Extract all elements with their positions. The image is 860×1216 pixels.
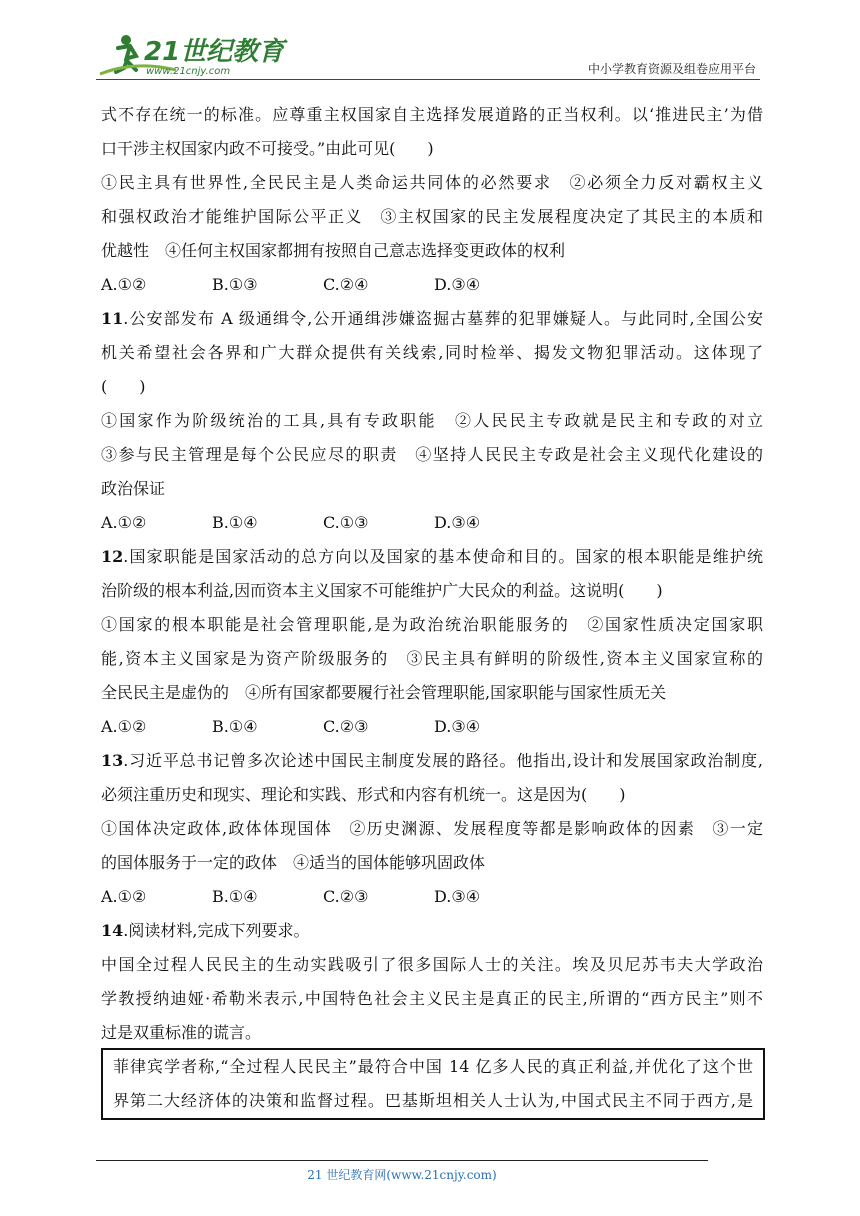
question-11-stem (101, 302, 763, 336)
page-header (96, 28, 760, 80)
option-d: D.③④ (434, 513, 481, 532)
option-a: A.①② (101, 717, 147, 736)
footer-divider (96, 1160, 708, 1161)
question-number: 14 (101, 921, 124, 940)
platform-name: 中小学教育资源及组卷应用平台 (587, 62, 756, 76)
question-number: 11 (101, 309, 124, 328)
material-box-line: 菲律宾学者称,“全过程人民民主”最符合中国 14 亿多人民的真正利益,并优化了这个世 (113, 1057, 753, 1076)
choice-statement-line: 优越性 ④任何主权国家都拥有按照自己意志选择变更政体的权利 (101, 241, 566, 260)
material-text-line: 过是双重标准的谎言。 (101, 1023, 262, 1042)
question-text-line: ( ) (101, 377, 146, 396)
option-a: A.①② (101, 513, 147, 532)
footer-site: 21 世纪教育网(www.21cnjy.com) (307, 1168, 497, 1182)
question-text: .国家职能是国家活动的总方向以及国家的基本使命和目的。国家的根本职能是维护统 (123, 547, 763, 566)
choice-statement-line: 能,资本主义国家是为资产阶级服务的 ③民主具有鲜明的阶级性,资本主义国家宣称的 (101, 649, 763, 668)
choice-statement-line: 全民民主是虚伪的 ④所有国家都要履行社会管理职能,国家职能与国家性质无关 (101, 683, 667, 702)
question-text-line: 机关希望社会各界和广大群众提供有关线索,同时检举、揭发文物犯罪活动。这体现了 (101, 343, 763, 362)
question-number: 13 (101, 751, 124, 770)
option-d: D.③④ (434, 717, 481, 736)
choice-statement-line: 的国体服务于一定的政体 ④适当的国体能够巩固政体 (101, 853, 486, 872)
option-c: C.②③ (323, 717, 369, 736)
option-d: D.③④ (434, 887, 481, 906)
question-text-line: 口干涉主权国家内政不可接受。”由此可见( ) (101, 139, 434, 158)
question-12-stem (101, 540, 763, 574)
material-text-line: 学教授纳迪娅·希勒米表示,中国特色社会主义民主是真正的民主,所谓的“西方民主”则不 (101, 989, 763, 1008)
question-number: 12 (101, 547, 124, 566)
svg-text:21世纪教育: 21世纪教育 (144, 37, 285, 67)
question-13-stem (101, 744, 763, 778)
question-14-stem (101, 914, 763, 948)
question-text-line: 治阶级的根本利益,因而资本主义国家不可能维护广大民众的利益。这说明( ) (101, 581, 663, 600)
choice-statement-line: ①民主具有世界性,全民民主是人类命运共同体的必然要求 ②必须全力反对霸权主义 (101, 173, 763, 192)
choice-statement-line: ①国家的根本职能是社会管理职能,是为政治统治职能服务的 ②国家性质决定国家职 (101, 615, 763, 634)
material-box (101, 1048, 765, 1120)
answer-options (101, 880, 763, 914)
choice-statement-line: 和强权政治才能维护国际公平正义 ③主权国家的民主发展程度决定了其民主的本质和 (101, 207, 763, 226)
option-b: B.①④ (212, 717, 258, 736)
option-c: C.①③ (323, 513, 369, 532)
choice-statement-line: ①国体决定政体,政体体现国体 ②历史渊源、发展程度等都是影响政体的因素 ③一定 (101, 819, 763, 838)
21cnjy-logo (96, 30, 296, 78)
material-box-line: 界第二大经济体的决策和监督过程。巴基斯坦相关人士认为,中国式民主不同于西方,是 (113, 1091, 753, 1110)
exam-content (101, 98, 763, 1050)
answer-options (101, 710, 763, 744)
question-text: .公安部发布 A 级通缉令,公开通缉涉嫌盗掘古墓葬的犯罪嫌疑人。与此同时,全国公安 (123, 309, 763, 328)
option-b: B.①④ (212, 887, 258, 906)
material-text-line: 中国全过程人民民主的生动实践吸引了很多国际人士的关注。埃及贝尼苏韦夫大学政治 (101, 955, 763, 974)
question-text: .习近平总书记曾多次论述中国民主制度发展的路径。他指出,设计和发展国家政治制度, (123, 751, 763, 770)
choice-statement-line: 政治保证 (101, 479, 166, 498)
question-text: .阅读材料,完成下列要求。 (123, 921, 310, 940)
option-c: C.②③ (323, 887, 369, 906)
option-b: B.①④ (212, 513, 258, 532)
option-a: A.①② (101, 275, 147, 294)
option-c: C.②④ (323, 275, 369, 294)
answer-options (101, 268, 763, 302)
choice-statement-line: ③参与民主管理是每个公民应尽的职责 ④坚持人民民主专政是社会主义现代化建设的 (101, 445, 763, 464)
option-b: B.①③ (212, 275, 258, 294)
option-a: A.①② (101, 887, 147, 906)
svg-text:www.21cnjy.com: www.21cnjy.com (146, 66, 231, 77)
question-text-line: 式不存在统一的标准。应尊重主权国家自主选择发展道路的正当权利。以‘推进民主’为借 (101, 105, 763, 124)
question-text-line: 必须注重历史和现实、理论和实践、形式和内容有机统一。这是因为( ) (101, 785, 626, 804)
choice-statement-line: ①国家作为阶级统治的工具,具有专政职能 ②人民民主专政就是民主和专政的对立 (101, 411, 763, 430)
option-d: D.③④ (434, 275, 481, 294)
answer-options (101, 506, 763, 540)
header-divider (96, 79, 760, 80)
